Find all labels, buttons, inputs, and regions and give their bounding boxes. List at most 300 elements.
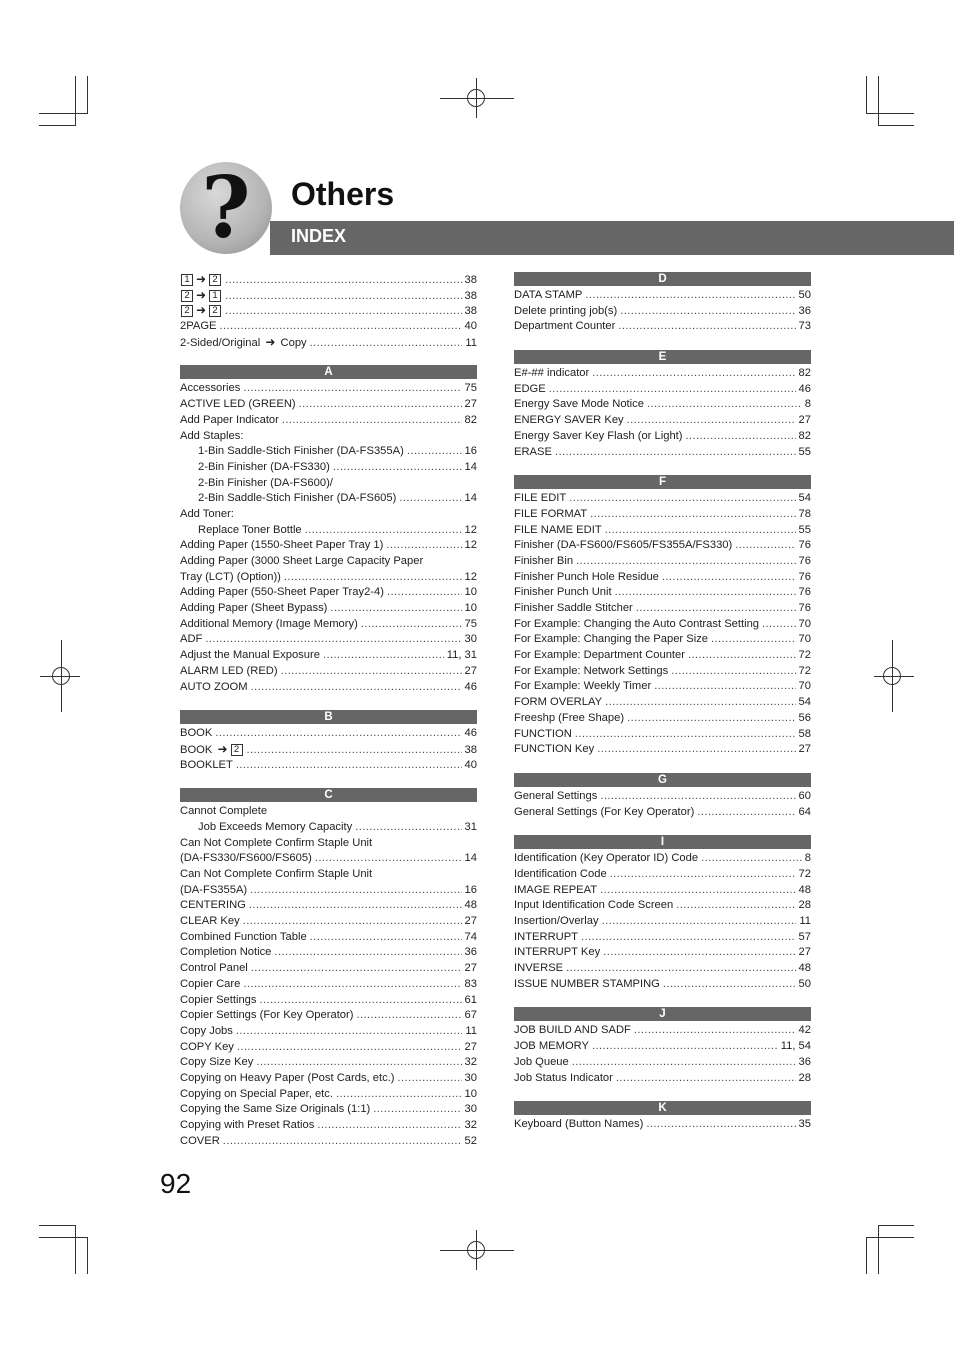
dot-leader bbox=[256, 1055, 461, 1071]
entry-page: 72 bbox=[798, 664, 811, 677]
dot-leader bbox=[250, 883, 461, 899]
index-entry bbox=[514, 727, 811, 743]
dot-leader bbox=[686, 429, 796, 445]
dot-leader bbox=[600, 789, 795, 805]
index-entry bbox=[180, 303, 477, 319]
entry-term: E#-## indicator bbox=[514, 367, 590, 380]
index-entry bbox=[180, 538, 477, 554]
entry-term: Can Not Complete Confirm Staple Unit bbox=[180, 868, 373, 880]
dot-leader bbox=[576, 554, 795, 570]
entry-term: Adding Paper (Sheet Bypass) bbox=[180, 602, 328, 615]
section-heading-g: G bbox=[514, 773, 811, 787]
crop-mark bbox=[878, 76, 879, 126]
entry-page: 40 bbox=[464, 758, 477, 771]
entry-term: (DA-FS330/FS600/FS605) bbox=[180, 852, 312, 865]
entry-term: EDGE bbox=[514, 382, 546, 395]
entry-page: 72 bbox=[798, 649, 811, 662]
index-entry bbox=[180, 1134, 477, 1150]
entry-term: Control Panel bbox=[180, 962, 248, 975]
entry-page: 27 bbox=[798, 743, 811, 756]
dot-leader bbox=[243, 914, 462, 930]
index-entry bbox=[180, 319, 477, 335]
entry-page: 70 bbox=[798, 633, 811, 646]
entry-page: 70 bbox=[798, 617, 811, 630]
section-heading-d: D bbox=[514, 272, 811, 286]
crop-mark bbox=[866, 76, 867, 114]
dot-leader bbox=[317, 1118, 461, 1134]
dot-leader bbox=[549, 382, 796, 398]
entry-page: 46 bbox=[464, 680, 477, 693]
crop-mark bbox=[866, 1237, 867, 1274]
dot-leader bbox=[592, 1039, 778, 1055]
index-entry bbox=[514, 319, 811, 335]
dot-leader bbox=[647, 397, 802, 413]
entry-page: 73 bbox=[798, 320, 811, 333]
entry-page: 32 bbox=[464, 1119, 477, 1131]
dot-leader bbox=[701, 851, 802, 867]
dot-leader bbox=[243, 977, 461, 993]
entry-page: 67 bbox=[464, 1009, 477, 1022]
index-entry bbox=[180, 851, 477, 867]
index-entry bbox=[514, 664, 811, 680]
dot-leader bbox=[646, 1117, 795, 1133]
dot-leader bbox=[407, 444, 462, 460]
dot-leader bbox=[615, 585, 796, 601]
index-entry bbox=[180, 993, 477, 1009]
entry-page: 30 bbox=[464, 633, 477, 646]
dot-leader bbox=[711, 632, 796, 648]
entry-term bbox=[180, 288, 222, 305]
crop-mark bbox=[866, 1237, 914, 1238]
entry-page: 27 bbox=[464, 915, 477, 928]
dot-leader bbox=[249, 898, 462, 914]
entry-term: Adjust the Manual Exposure bbox=[180, 649, 320, 662]
index-entry bbox=[180, 272, 477, 288]
crop-mark bbox=[39, 1225, 76, 1226]
entry-page: 46 bbox=[464, 727, 477, 740]
entry-term: 2PAGE bbox=[180, 320, 217, 333]
index-entry bbox=[514, 538, 811, 554]
dot-leader bbox=[572, 1055, 796, 1071]
dot-leader bbox=[616, 1071, 796, 1087]
entry-term: ISSUE NUMBER STAMPING bbox=[514, 977, 660, 990]
entry-page: 16 bbox=[464, 445, 477, 458]
entry-page: 50 bbox=[798, 289, 811, 301]
crop-mark bbox=[75, 76, 76, 126]
entry-term: Identification Code bbox=[514, 867, 607, 880]
dot-leader bbox=[310, 336, 463, 352]
entry-page: 27 bbox=[464, 962, 477, 975]
entry-page: 11 bbox=[465, 1024, 477, 1037]
entry-term: For Example: Changing the Paper Size bbox=[514, 633, 709, 646]
entry-term: Energy Saver Key Flash (or Light) bbox=[514, 429, 683, 442]
index-entry bbox=[514, 930, 811, 946]
index-entry bbox=[180, 617, 477, 633]
entry-page: 54 bbox=[798, 492, 811, 505]
entry-page: 30 bbox=[464, 1103, 477, 1116]
index-entry bbox=[180, 523, 477, 539]
index-entry bbox=[514, 1055, 811, 1071]
arrow-right-icon: ➜ bbox=[196, 287, 207, 302]
entry-term: ERASE bbox=[514, 445, 552, 458]
key-box: 2 bbox=[209, 305, 221, 317]
dot-leader bbox=[215, 726, 461, 742]
crop-mark bbox=[75, 1225, 76, 1274]
entry-page: 27 bbox=[798, 946, 811, 959]
index-entry bbox=[180, 632, 477, 648]
section-heading-j: J bbox=[514, 1007, 811, 1021]
index-entry bbox=[514, 617, 811, 633]
index-entry bbox=[514, 632, 811, 648]
index-entry bbox=[180, 1008, 477, 1024]
entry-page: 61 bbox=[464, 993, 477, 1006]
index-entry bbox=[514, 1117, 811, 1133]
entry-term: Accessories bbox=[180, 382, 241, 395]
entry-page: 58 bbox=[798, 727, 811, 740]
entry-term: ACTIVE LED (GREEN) bbox=[180, 398, 296, 411]
dot-leader bbox=[305, 523, 462, 539]
crop-mark bbox=[39, 1237, 88, 1238]
entry-page: 82 bbox=[798, 367, 811, 380]
entry-term: For Example: Network Settings bbox=[514, 664, 669, 677]
entry-term: Finisher (DA-FS600/FS605/FS355A/FS330) bbox=[514, 539, 733, 552]
index-entry bbox=[514, 413, 811, 429]
dot-leader bbox=[688, 648, 796, 664]
entry-term: Copying with Preset Ratios bbox=[180, 1119, 315, 1131]
question-mark-icon: ? bbox=[180, 162, 272, 254]
entry-page: 56 bbox=[798, 711, 811, 724]
dot-leader bbox=[315, 851, 462, 867]
entry-page: 32 bbox=[464, 1056, 477, 1069]
entry-page: 27 bbox=[464, 398, 477, 411]
entry-page: 14 bbox=[464, 460, 477, 473]
dot-leader bbox=[697, 805, 795, 821]
page-number: 92 bbox=[160, 1168, 192, 1199]
entry-page: 76 bbox=[798, 586, 811, 599]
index-entry bbox=[180, 413, 477, 429]
entry-term: BOOK bbox=[180, 727, 213, 740]
index-entry bbox=[180, 335, 477, 351]
entry-term: COPY Key bbox=[180, 1040, 234, 1053]
entry-page: 12 bbox=[464, 523, 477, 536]
entry-page: 76 bbox=[798, 554, 811, 567]
entry-term: Finisher Saddle Stitcher bbox=[514, 602, 633, 614]
entry-page: 10 bbox=[464, 586, 477, 599]
arrow-right-icon: ➜ bbox=[265, 334, 276, 349]
index-entry bbox=[180, 945, 477, 961]
entry-page: 12 bbox=[464, 539, 477, 552]
index-entry bbox=[514, 382, 811, 398]
entry-term: Job Queue bbox=[514, 1055, 569, 1068]
index-entry bbox=[180, 914, 477, 930]
entry-page: 75 bbox=[464, 617, 477, 630]
index-column-right bbox=[514, 272, 811, 1133]
entry-term: FORM OVERLAY bbox=[514, 696, 603, 709]
dot-leader bbox=[251, 680, 462, 696]
entry-term: INTERRUPT Key bbox=[514, 946, 601, 959]
dot-leader bbox=[361, 617, 462, 633]
entry-page: 60 bbox=[798, 789, 811, 802]
entry-term: FUNCTION Key bbox=[514, 743, 595, 756]
crop-mark bbox=[878, 125, 914, 126]
entry-page: 28 bbox=[798, 899, 811, 912]
index-entry bbox=[514, 288, 811, 304]
entry-page: 11, 54 bbox=[780, 1040, 811, 1053]
entry-term: ENERGY SAVER Key bbox=[514, 414, 624, 427]
arrow-right-icon: ➜ bbox=[217, 741, 228, 756]
index-entry bbox=[180, 507, 477, 523]
entry-term: CLEAR Key bbox=[180, 915, 240, 928]
index-entry bbox=[180, 883, 477, 899]
dot-leader bbox=[373, 1102, 461, 1118]
entry-page: 11, 31 bbox=[446, 649, 477, 662]
index-entry bbox=[180, 758, 477, 774]
index-entry bbox=[514, 1039, 811, 1055]
entry-term: Add Toner: bbox=[180, 507, 234, 520]
entry-page: 55 bbox=[798, 445, 811, 458]
dot-leader bbox=[205, 632, 461, 648]
dot-leader bbox=[597, 742, 795, 758]
entry-page: 57 bbox=[798, 930, 811, 943]
entry-term: Keyboard (Button Names) bbox=[514, 1118, 644, 1131]
entry-page: 14 bbox=[464, 492, 477, 505]
dot-leader bbox=[636, 601, 796, 617]
entry-term: Job Status Indicator bbox=[514, 1071, 613, 1084]
dot-leader bbox=[386, 538, 461, 554]
dot-leader bbox=[610, 867, 796, 883]
dot-leader bbox=[223, 1134, 462, 1150]
dot-leader bbox=[585, 288, 795, 304]
dot-leader bbox=[299, 397, 462, 413]
entry-term: Copy Jobs bbox=[180, 1024, 233, 1037]
index-entry bbox=[514, 711, 811, 727]
entry-term: Additional Memory (Image Memory) bbox=[180, 617, 358, 630]
crop-mark bbox=[39, 113, 88, 114]
index-entry bbox=[514, 977, 811, 993]
index-entry bbox=[514, 648, 811, 664]
dot-leader bbox=[219, 319, 461, 335]
dot-leader bbox=[662, 570, 796, 586]
entry-page: 76 bbox=[798, 602, 811, 614]
section-title: INDEX bbox=[291, 226, 347, 246]
index-entry bbox=[180, 977, 477, 993]
dot-leader bbox=[605, 695, 795, 711]
index-entry bbox=[180, 554, 477, 570]
entry-page: 11 bbox=[465, 336, 477, 349]
dot-leader bbox=[627, 711, 795, 727]
entry-page: 28 bbox=[798, 1071, 811, 1084]
entry-page: 72 bbox=[798, 867, 811, 880]
entry-term: For Example: Weekly Timer bbox=[514, 680, 652, 693]
entry-page: 76 bbox=[798, 570, 811, 583]
dot-leader bbox=[399, 491, 461, 507]
entry-page: 40 bbox=[464, 320, 477, 333]
dot-leader bbox=[330, 601, 461, 617]
crop-mark bbox=[878, 1225, 914, 1226]
entry-page: 36 bbox=[798, 304, 811, 317]
entry-term: Copying on Heavy Paper (Post Cards, etc.) bbox=[180, 1071, 395, 1084]
entry-term: Job Exceeds Memory Capacity bbox=[198, 820, 353, 833]
index-entry bbox=[180, 742, 477, 758]
entry-term: 2-Bin Finisher (DA-FS330) bbox=[198, 460, 330, 473]
index-entry bbox=[514, 523, 811, 539]
dot-leader bbox=[634, 1023, 796, 1039]
index-entry bbox=[180, 570, 477, 586]
entry-term: FILE FORMAT bbox=[514, 507, 588, 520]
entry-page: 16 bbox=[464, 883, 477, 896]
entry-page: 82 bbox=[798, 429, 811, 442]
dot-leader bbox=[603, 945, 795, 961]
index-entry bbox=[514, 1071, 811, 1087]
entry-term: Add Staples: bbox=[180, 429, 244, 442]
entry-term bbox=[180, 272, 222, 289]
entry-page: 27 bbox=[464, 664, 477, 677]
index-entry bbox=[180, 1071, 477, 1087]
entry-page: 38 bbox=[464, 289, 477, 302]
entry-term: (DA-FS355A) bbox=[180, 883, 248, 896]
entry-term: Copier Care bbox=[180, 977, 241, 990]
index-entry bbox=[180, 680, 477, 696]
dot-leader bbox=[225, 304, 461, 320]
index-entry bbox=[180, 444, 477, 460]
entry-term: CENTERING bbox=[180, 899, 246, 912]
index-entry bbox=[514, 914, 811, 930]
entry-page: 75 bbox=[464, 382, 477, 395]
entry-term: Copier Settings (For Key Operator) bbox=[180, 1009, 354, 1022]
index-entry bbox=[180, 726, 477, 742]
dot-leader bbox=[600, 883, 795, 899]
entry-page: 27 bbox=[798, 414, 811, 427]
entry-term: Finisher Bin bbox=[514, 554, 574, 567]
index-column-left bbox=[180, 272, 477, 1149]
index-entry bbox=[180, 1040, 477, 1056]
dot-leader bbox=[398, 1071, 462, 1087]
dot-leader bbox=[581, 930, 796, 946]
key-box: 2 bbox=[209, 274, 221, 286]
index-entry bbox=[514, 805, 811, 821]
index-entry bbox=[514, 585, 811, 601]
entry-term: Combined Function Table bbox=[180, 930, 307, 943]
entry-term: INVERSE bbox=[514, 962, 564, 975]
entry-term: INTERRUPT bbox=[514, 930, 579, 943]
entry-page: 82 bbox=[464, 413, 477, 426]
entry-term: ADF bbox=[180, 633, 203, 646]
index-entry bbox=[514, 304, 811, 320]
dot-leader bbox=[575, 727, 796, 743]
dot-leader bbox=[620, 304, 795, 320]
entry-term bbox=[180, 303, 222, 320]
entry-page: 78 bbox=[798, 507, 811, 520]
index-entry bbox=[180, 820, 477, 836]
entry-term: Tray (LCT) (Option)) bbox=[180, 570, 281, 583]
entry-page: 8 bbox=[804, 398, 811, 411]
entry-page: 14 bbox=[464, 852, 477, 865]
dot-leader bbox=[654, 679, 795, 695]
entry-term: 2-Bin Saddle-Stich Finisher (DA-FS605) bbox=[198, 492, 397, 505]
index-entry bbox=[514, 1023, 811, 1039]
entry-page: 48 bbox=[464, 899, 477, 912]
dot-leader bbox=[590, 507, 795, 523]
dot-leader bbox=[274, 945, 461, 961]
entry-page: 38 bbox=[464, 743, 477, 756]
index-entry bbox=[180, 930, 477, 946]
entry-term: ALARM LED (RED) bbox=[180, 664, 278, 677]
dot-leader bbox=[225, 289, 461, 305]
entry-term: Copying the Same Size Originals (1:1) bbox=[180, 1103, 371, 1116]
section-heading-a: A bbox=[180, 365, 477, 379]
index-entry bbox=[514, 679, 811, 695]
entry-term: Copier Settings bbox=[180, 993, 257, 1006]
dot-leader bbox=[251, 961, 462, 977]
entry-term: BOOKLET bbox=[180, 758, 233, 771]
dot-leader bbox=[310, 930, 462, 946]
dot-leader bbox=[735, 538, 795, 554]
entry-term: DATA STAMP bbox=[514, 289, 583, 301]
arrow-right-icon: ➜ bbox=[196, 303, 207, 318]
entry-term: Copy Size Key bbox=[180, 1056, 254, 1069]
entry-term: Identification (Key Operator ID) Code bbox=[514, 852, 699, 865]
entry-term: Copying on Special Paper, etc. bbox=[180, 1087, 333, 1100]
section-heading-k: K bbox=[514, 1101, 811, 1115]
dot-leader bbox=[282, 413, 462, 429]
section-heading-b: B bbox=[180, 710, 477, 724]
header-band bbox=[270, 221, 954, 255]
index-entry bbox=[180, 804, 477, 820]
section-heading-f: F bbox=[514, 475, 811, 489]
entry-page: 42 bbox=[798, 1024, 811, 1037]
entry-page: 30 bbox=[464, 1071, 477, 1084]
index-entry bbox=[180, 429, 477, 445]
entry-page: 27 bbox=[464, 1040, 477, 1053]
dot-leader bbox=[225, 273, 461, 289]
section-heading-e: E bbox=[514, 350, 811, 364]
entry-page: 48 bbox=[798, 883, 811, 896]
dot-leader bbox=[323, 648, 444, 664]
index-entry bbox=[180, 1118, 477, 1134]
index-entry bbox=[180, 664, 477, 680]
entry-term: Input Identification Code Screen bbox=[514, 899, 674, 912]
index-entry bbox=[514, 397, 811, 413]
crop-mark bbox=[87, 76, 88, 114]
entry-page: 50 bbox=[798, 977, 811, 990]
dot-leader bbox=[592, 366, 795, 382]
dot-leader bbox=[247, 743, 462, 759]
index-entry bbox=[514, 366, 811, 382]
entry-term: Finisher Punch Hole Residue bbox=[514, 570, 659, 583]
crop-mark bbox=[878, 1225, 879, 1274]
entry-page: 55 bbox=[798, 523, 811, 536]
entry-term: For Example: Changing the Auto Contrast Setting bbox=[514, 617, 760, 630]
index-entry bbox=[180, 601, 477, 617]
index-entry bbox=[514, 961, 811, 977]
entry-term: Cannot Complete bbox=[180, 805, 268, 818]
entry-page: 54 bbox=[798, 696, 811, 709]
index-entry bbox=[180, 491, 477, 507]
entry-term: 2-Sided/Original ➜ Copy bbox=[180, 334, 307, 349]
entry-page: 35 bbox=[798, 1118, 811, 1131]
entry-term: General Settings (For Key Operator) bbox=[514, 805, 695, 818]
entry-term: Completion Notice bbox=[180, 946, 272, 959]
dot-leader bbox=[566, 961, 795, 977]
entry-term: Department Counter bbox=[514, 320, 616, 333]
entry-term: FILE NAME EDIT bbox=[514, 523, 602, 536]
entry-page: 38 bbox=[464, 273, 477, 286]
index-entry bbox=[514, 507, 811, 523]
key-box: 2 bbox=[181, 305, 193, 317]
entry-term: Freeshp (Free Shape) bbox=[514, 711, 625, 724]
entry-term: Add Paper Indicator bbox=[180, 413, 279, 426]
index-entry bbox=[514, 429, 811, 445]
